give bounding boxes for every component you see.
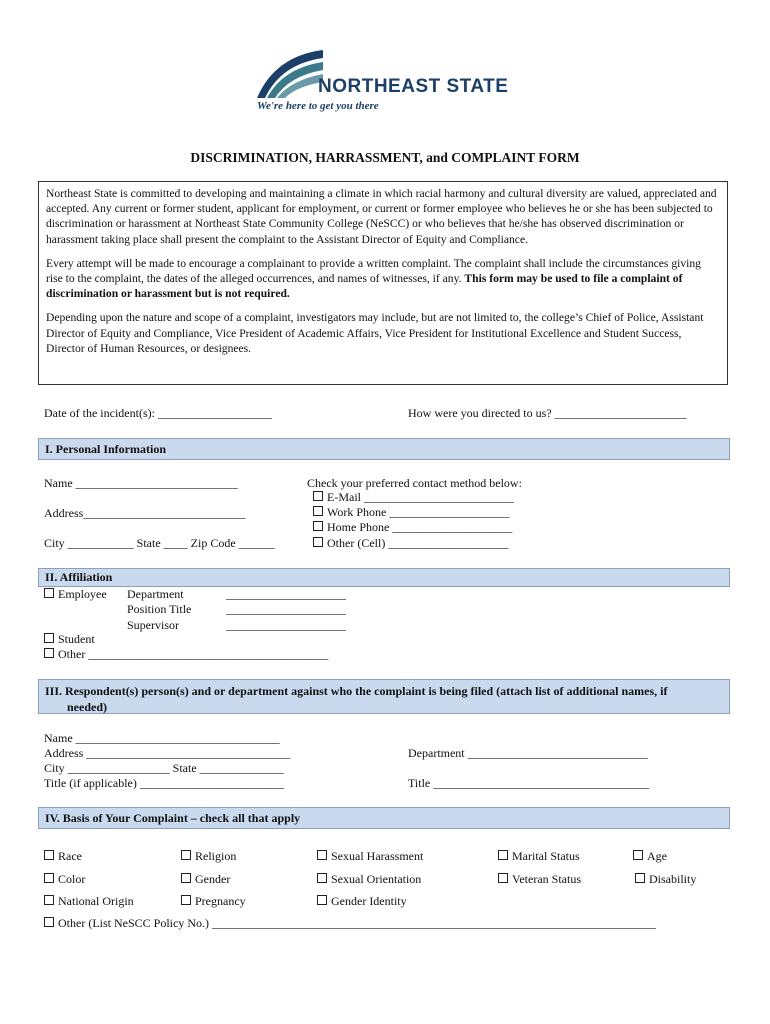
- intro-bold-note: This form may be used to file a complaint of discrimination or harassment but is not required.: [46, 272, 683, 301]
- logo-waves-icon: [255, 48, 325, 104]
- respondent-name-field[interactable]: Name __________________________________: [44, 731, 280, 745]
- position-title-field[interactable]: ____________________: [226, 602, 346, 616]
- basis-veteran-status[interactable]: Veteran Status: [498, 872, 581, 887]
- checkbox[interactable]: [44, 873, 54, 883]
- intro-box: [38, 181, 728, 385]
- checkbox[interactable]: [44, 633, 54, 643]
- basis-color[interactable]: Color: [44, 872, 85, 887]
- section-respondent-header: III. Respondent(s) person(s) and or department against who the complaint is being filed (attach list of additional names, if needed): [38, 679, 730, 714]
- basis-race[interactable]: Race: [44, 849, 82, 864]
- name-field[interactable]: Name ___________________________: [44, 476, 238, 490]
- incident-date-field[interactable]: Date of the incident(s): ___________________: [44, 406, 272, 420]
- checkbox[interactable]: [633, 850, 643, 860]
- affiliation-other[interactable]: Other ________________________________________: [44, 647, 328, 662]
- basis-disability[interactable]: Disability: [635, 872, 696, 887]
- respondent-city-state-field[interactable]: City _________________ State ______________: [44, 761, 284, 775]
- affiliation-employee[interactable]: Employee: [44, 587, 107, 602]
- respondent-title-field[interactable]: Title (if applicable) ________________________: [44, 776, 284, 790]
- contact-email[interactable]: E-Mail _________________________: [313, 490, 514, 505]
- affiliation-student[interactable]: Student: [44, 632, 95, 647]
- section-personal-header: I. Personal Information: [38, 438, 730, 460]
- respondent-title-right-field[interactable]: Title ____________________________________: [408, 776, 650, 790]
- checkbox[interactable]: [313, 491, 323, 501]
- basis-gender[interactable]: Gender: [181, 872, 230, 887]
- basis-age[interactable]: Age: [633, 849, 667, 864]
- checkbox[interactable]: [181, 873, 191, 883]
- checkbox[interactable]: [44, 895, 54, 905]
- supervisor-label: Supervisor: [127, 618, 179, 632]
- directed-field[interactable]: How were you directed to us? ______________________: [408, 406, 687, 420]
- checkbox[interactable]: [635, 873, 645, 883]
- page-title: DISCRIMINATION, HARRASSMENT, and COMPLAINT FORM: [190, 150, 580, 165]
- basis-religion[interactable]: Religion: [181, 849, 236, 864]
- checkbox[interactable]: [313, 521, 323, 531]
- contact-work-phone[interactable]: Work Phone ____________________: [313, 505, 509, 520]
- city-state-zip-field[interactable]: City ___________ State ____ Zip Code ______: [44, 536, 275, 550]
- department-field[interactable]: ____________________: [226, 587, 346, 601]
- checkbox[interactable]: [317, 850, 327, 860]
- basis-marital-status[interactable]: Marital Status: [498, 849, 580, 864]
- checkbox[interactable]: [44, 588, 54, 598]
- checkbox[interactable]: [44, 648, 54, 658]
- intro-paragraph-3: Depending upon the nature and scope of a complaint, investigators may include, but are not limited to, the college’s Chief of Police, Assistant Director of Equity and Compliance, Vice President of Academic Affairs, Vice President for Institutional Excellence and Student Success, Director of Human Resources, or designees.: [46, 311, 704, 355]
- supervisor-field[interactable]: ____________________: [226, 618, 346, 632]
- section-basis-header: IV. Basis of Your Complaint – check all that apply: [38, 807, 730, 829]
- basis-sexual-harassment[interactable]: Sexual Harassment: [317, 849, 423, 864]
- basis-national-origin[interactable]: National Origin: [44, 894, 134, 909]
- checkbox[interactable]: [313, 506, 323, 516]
- contact-other-cell[interactable]: Other (Cell) ____________________: [313, 536, 508, 551]
- department-label: Department: [127, 587, 184, 601]
- logo-name: NORTHEAST STATE: [318, 76, 509, 97]
- respondent-address-field[interactable]: Address __________________________________: [44, 746, 291, 760]
- checkbox[interactable]: [181, 850, 191, 860]
- basis-pregnancy[interactable]: Pregnancy: [181, 894, 246, 909]
- basis-sexual-orientation[interactable]: Sexual Orientation: [317, 872, 421, 887]
- checkbox[interactable]: [317, 873, 327, 883]
- checkbox[interactable]: [317, 895, 327, 905]
- logo-tagline: We're here to get you there: [257, 100, 379, 112]
- checkbox[interactable]: [498, 850, 508, 860]
- contact-home-phone[interactable]: Home Phone ____________________: [313, 520, 512, 535]
- checkbox[interactable]: [44, 917, 54, 927]
- checkbox[interactable]: [44, 850, 54, 860]
- checkbox[interactable]: [498, 873, 508, 883]
- address-field[interactable]: Address___________________________: [44, 506, 246, 520]
- basis-other-policy[interactable]: Other (List NeSCC Policy No.) __________________________________________________________________________: [44, 916, 656, 931]
- intro-paragraph-1: Northeast State is committed to developing and maintaining a climate in which racial harmony and cultural diversity are valued, appreciated and accepted. Any current or former student, applicant for employment, or current or former employee who believes he or she has been subjected to discrimination or harassment at Northeast State Community College (NeSCC) or who believes that he/she has observed discrimination or harassment taking place shall present the complaint to the Assistant Director of Equity and Compliance.: [46, 187, 717, 246]
- section-affiliation-header: II. Affiliation: [38, 568, 730, 587]
- respondent-department-field[interactable]: Department ______________________________: [408, 746, 648, 760]
- position-title-label: Position Title: [127, 602, 192, 616]
- checkbox[interactable]: [181, 895, 191, 905]
- basis-gender-identity[interactable]: Gender Identity: [317, 894, 407, 909]
- contact-method-label: Check your preferred contact method below:: [307, 476, 522, 490]
- checkbox[interactable]: [313, 537, 323, 547]
- intro-paragraph-2: Every attempt will be made to encourage a complainant to provide a written complaint. The complaint shall include the circumstances giving rise to the complaint, the dates of the alleged occurrences, and names of witnesses, if any. This form may be used to file a complaint of discrimination or harassment but is not required.: [46, 256, 701, 301]
